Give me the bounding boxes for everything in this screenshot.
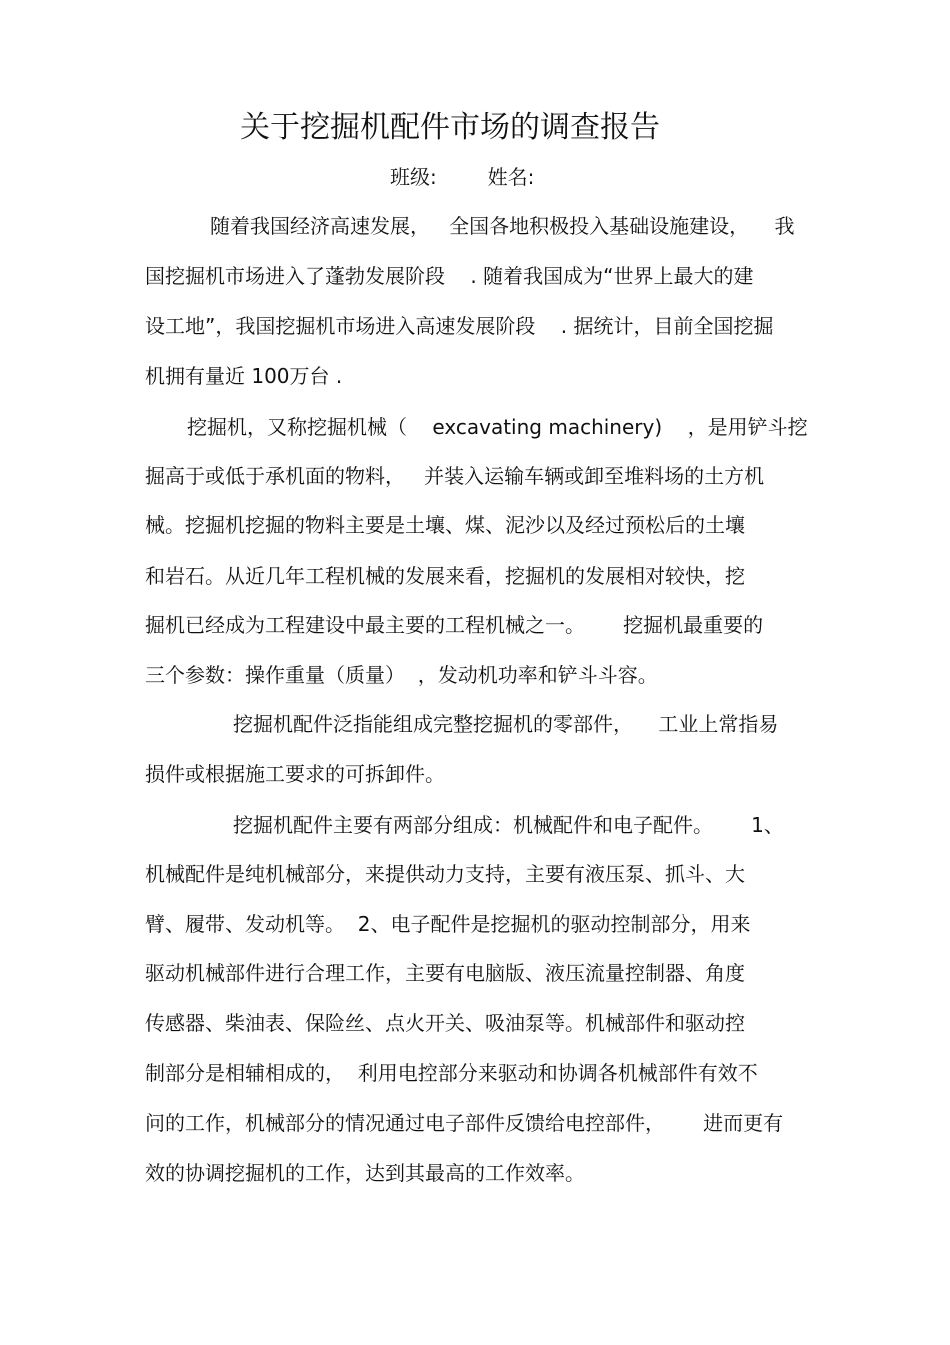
paragraph-line: 挖掘机配件泛指能组成完整挖掘机的零部件， 工业上常指易 (233, 712, 779, 736)
paragraph-line: 挖掘机配件主要有两部分组成：机械配件和电子配件。 1、 (233, 813, 784, 837)
paragraph-line: 制部分是相辅相成的， 利用电控部分来驱动和协调各机械部件有效不 (145, 1061, 758, 1085)
paragraph-line: 掘高于或低于承机面的物料， 并装入运输车辆或卸至堆料场的土方机 (145, 464, 765, 488)
paragraph-line: 三个参数：操作重量（质量） ，发动机功率和铲斗斗容。 (145, 663, 658, 687)
paragraph-line: 问的工作，机械部分的情况通过电子部件反馈给电控部件， 进而更有 (145, 1111, 784, 1135)
paragraph-line: 传感器、柴油表、保险丝、点火开关、吸油泵等。机械部件和驱动控 (145, 1011, 745, 1035)
paragraph-line: 效的协调挖掘机的工作，达到其最高的工作效率。 (145, 1161, 585, 1185)
document-title: 关于挖掘机配件市场的调查报告 (240, 110, 660, 145)
paragraph-line: 掘机已经成为工程建设中最主要的工程机械之一。 挖掘机最重要的 (145, 613, 764, 637)
paragraph-line: 械。挖掘机挖掘的物料主要是土壤、煤、泥沙以及经过预松后的土壤 (145, 513, 745, 537)
paragraph-line: 损件或根据施工要求的可拆卸件。 (145, 762, 445, 786)
paragraph-line: 机拥有量近 100万台 . (145, 364, 343, 388)
class-name-fields: 班级: 姓名: (390, 165, 535, 189)
paragraph-line: 设工地”，我国挖掘机市场进入高速发展阶段 . 据统计，目前全国挖掘 (145, 314, 774, 338)
paragraph-line: 机械配件是纯机械部分，来提供动力支持，主要有液压泵、抓斗、大 (145, 862, 745, 886)
paragraph-line: 和岩石。从近几年工程机械的发展来看，挖掘机的发展相对较快，挖 (145, 564, 745, 588)
paragraph-line: 驱动机械部件进行合理工作，主要有电脑版、液压流量控制器、角度 (145, 961, 745, 985)
paragraph-line: 随着我国经济高速发展， 全国各地积极投入基础设施建设， 我 (210, 214, 795, 238)
paragraph-line: 国挖掘机市场进入了蓬勃发展阶段 . 随着我国成为“世界上最大的建 (145, 264, 754, 288)
paragraph-line: 挖掘机，又称挖掘机械（ excavating machinery) ，是用铲斗挖 (187, 415, 808, 439)
paragraph-line: 臂、履带、发动机等。 2、电子配件是挖掘机的驱动控制部分，用来 (145, 912, 751, 936)
